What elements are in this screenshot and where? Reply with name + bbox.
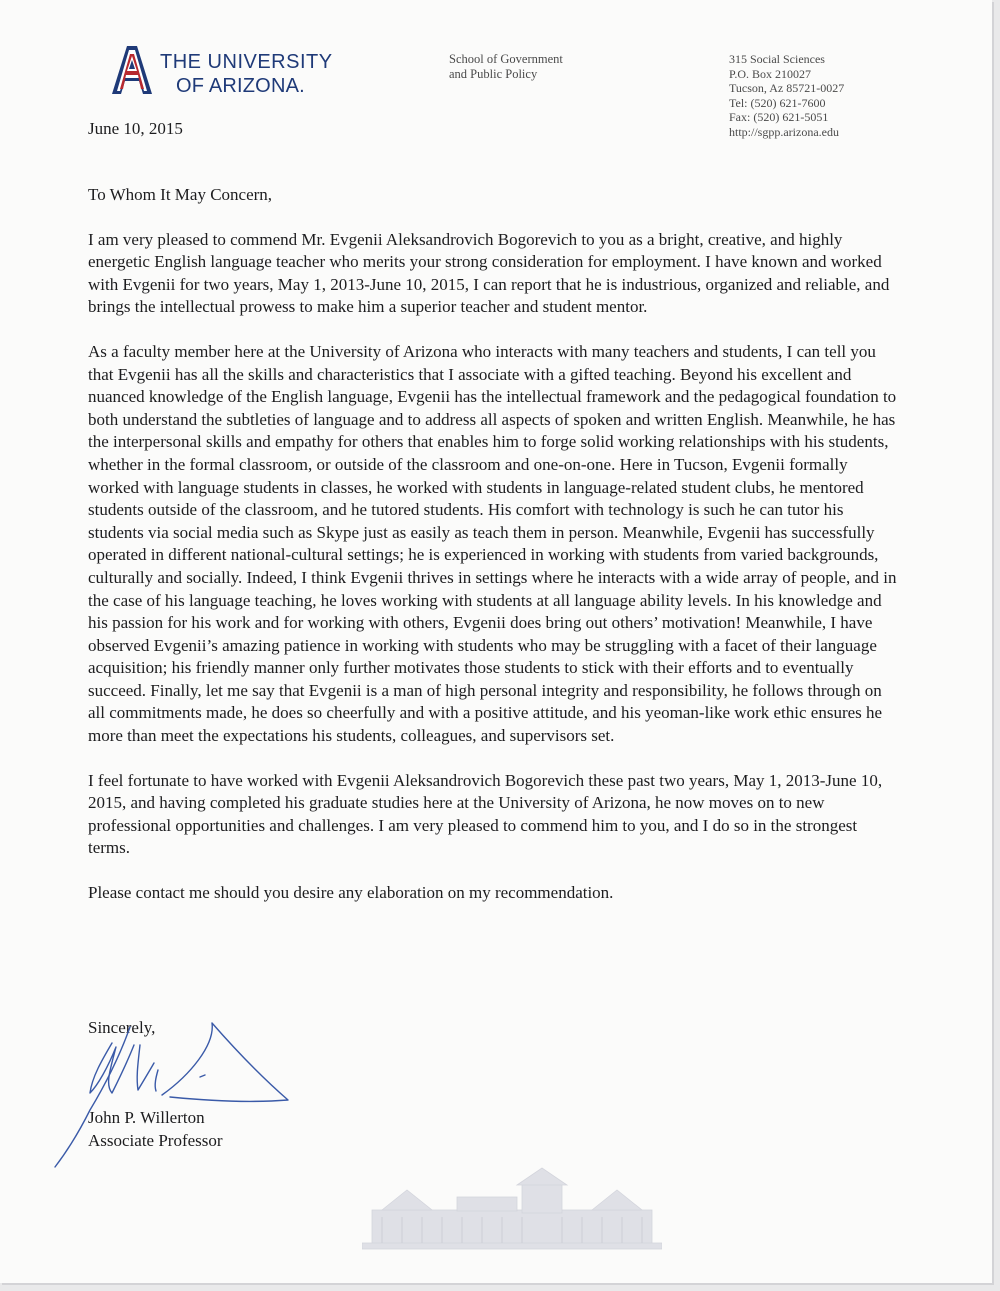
- handwritten-signature: [50, 1015, 300, 1175]
- closing: Sincerely,: [88, 1018, 156, 1037]
- body-paragraph: Please contact me should you desire any elaboration on my recommendation.: [88, 883, 614, 903]
- phone-line: Tel: (520) 621-7600: [729, 95, 826, 110]
- fax-line: Fax: (520) 621-5051: [729, 110, 829, 125]
- body-paragraph: I feel fortunate to have worked with Evgenii Aleksandrovich Bogorevich these past two years, May 1, 2013-June 10, 2015, and having completed his graduate studies here at the University of Arizona, he now moves on to new professional opportunities and challenges. I am very pleased to commend him to you, and I do so in the strongest terms.: [88, 770, 883, 858]
- university-logo: [110, 44, 333, 100]
- address-line: 315 Social Sciences: [729, 52, 825, 66]
- logo-arizona-line: OF ARIZONA.: [176, 75, 305, 97]
- department-line: and Public Policy: [449, 67, 538, 81]
- letter-body: [88, 184, 900, 927]
- website-line: http://sgpp.arizona.edu: [729, 124, 839, 139]
- department-block: [449, 52, 563, 82]
- letter-date: June 10, 2015: [88, 119, 183, 138]
- salutation: To Whom It May Concern,: [88, 185, 273, 204]
- logo-university-line: THE UNIVERSITY: [160, 51, 333, 73]
- body-paragraph: I am very pleased to commend Mr. Evgenii Aleksandrovich Bogorevich to you as a bright, creative, and highly energetic English language teacher who merits your strong consideration for employment. I have known and worked with Evgenii for two years, May 1, 2013-June 10, 2015, I can report that he is industrious, organized and reliable, and brings the intellectual prowess to make him a superior teacher and student mentor.: [88, 229, 890, 317]
- old-main-building-watermark-icon: [362, 1165, 662, 1255]
- department-line: School of Government: [449, 52, 563, 66]
- body-paragraph: As a faculty member here at the University of Arizona who interacts with many teachers and students, I can tell you that Evgenii has all the skills and characteristics that I associate with a gifted teaching. Beyond his excellent and nuanced knowledge of the English language, Evgenii has the intellectual framework and the pedagogical foundation to both understand the subtleties of language and to address all aspects of spoken and written English. Meanwhile, he has the interpersonal skills and empathy for others that enables him to forge solid working relationships with his students, whether in the formal classroom, or outside of the classroom and one-on-one. Here in Tucson, Evgenii formally worked with language students in classes, he worked with students in language-related student clubs, he mentored students outside of the classroom, and he tutored students. His comfort with technology is such he can tutor his students via social media such as Skype just as easily as teach them in person. Meanwhile, Evgenii has successfully operated in different national-cultural settings; he is experienced in working with students from varied backgrounds, culturally and socially. Indeed, I think Evgenii thrives in settings where he interacts with a wide array of people, and in the case of his language teaching, he loves working with students at all language ability levels. In his knowledge and his passion for his work and for working with others, Evgenii does bring out others’ motivation! Meanwhile, I have observed Evgenii’s amazing patience in working with students who may be struggling with a facet of their language acquisition; his friendly manner only further motivates those students to stick with their efforts and to eventually succeed. Finally, let me say that Evgenii is a man of high personal integrity and responsibility, he follows through on all commitments made, he does so cheerfully and with a positive attitude, and his yeoman-like work ethic ensures he more than meet the expectations his students, colleagues, and supervisors set.: [88, 341, 897, 746]
- signer-name: John P. Willerton: [88, 1108, 205, 1127]
- address-line: P.O. Box 210027: [729, 66, 812, 81]
- address-block: [729, 52, 844, 140]
- address-line: Tucson, Az 85721-0027: [729, 81, 845, 96]
- signer-title: Associate Professor: [88, 1131, 223, 1150]
- arizona-a-logo-icon: [110, 44, 154, 96]
